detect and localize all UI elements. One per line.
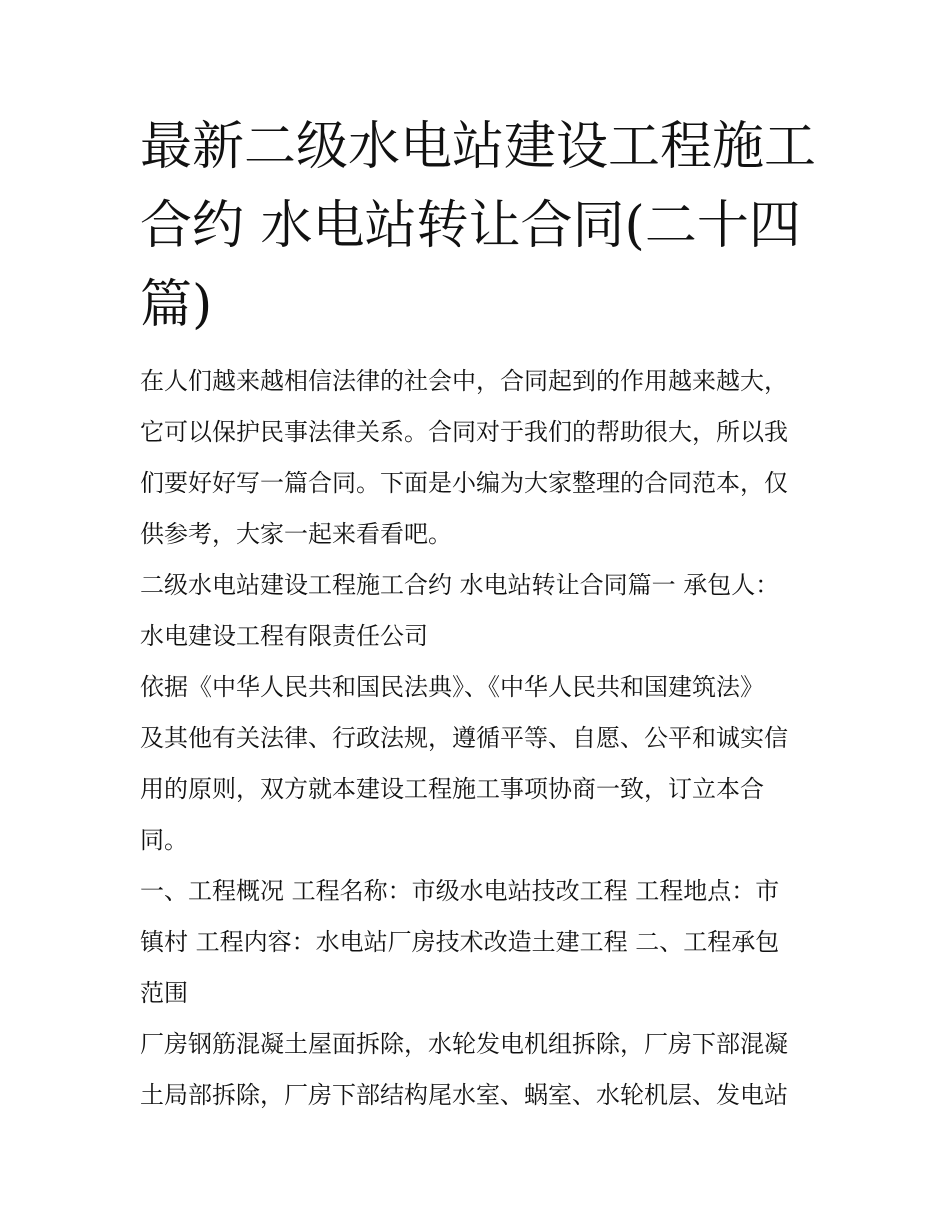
body-line: 土局部拆除，厂房下部结构尾水室、蜗室、水轮机层、发电站 bbox=[140, 1081, 788, 1109]
document-body bbox=[140, 356, 820, 1121]
body-line: 依据《中华人民共和国民法典》、《中华人民共和国建筑法》 bbox=[140, 673, 764, 701]
body-line: 用的原则，双方就本建设工程施工事项协商一致，订立本合 bbox=[140, 775, 764, 803]
body-line: 同。 bbox=[140, 826, 188, 854]
document-title bbox=[140, 108, 820, 345]
body-line: 范围 bbox=[140, 979, 188, 1007]
body-line: 它可以保护民事法律关系。合同对于我们的帮助很大，所以我 bbox=[140, 418, 788, 446]
body-line: 厂房钢筋混凝土屋面拆除，水轮发电机组拆除，厂房下部混凝 bbox=[140, 1030, 788, 1058]
body-line: 供参考，大家一起来看看吧。 bbox=[140, 520, 452, 548]
body-line: 二级水电站建设工程施工合约 水电站转让合同篇一 承包人： bbox=[140, 571, 780, 599]
body-line: 水电建设工程有限责任公司 bbox=[140, 622, 428, 650]
title-line: 篇) bbox=[140, 275, 213, 335]
body-line: 们要好好写一篇合同。下面是小编为大家整理的合同范本，仅 bbox=[140, 469, 788, 497]
title-line: 合约 水电站转让合同(二十四 bbox=[140, 196, 801, 256]
body-line: 镇村 工程内容：水电站厂房技术改造土建工程 二、工程承包 bbox=[140, 928, 780, 956]
body-line: 一、工程概况 工程名称：市级水电站技改工程 工程地点：市 bbox=[140, 877, 780, 905]
body-line: 及其他有关法律、行政法规，遵循平等、自愿、公平和诚实信 bbox=[140, 724, 788, 752]
body-line: 在人们越来越相信法律的社会中，合同起到的作用越来越大， bbox=[140, 367, 788, 395]
title-line: 最新二级水电站建设工程施工 bbox=[140, 117, 817, 177]
